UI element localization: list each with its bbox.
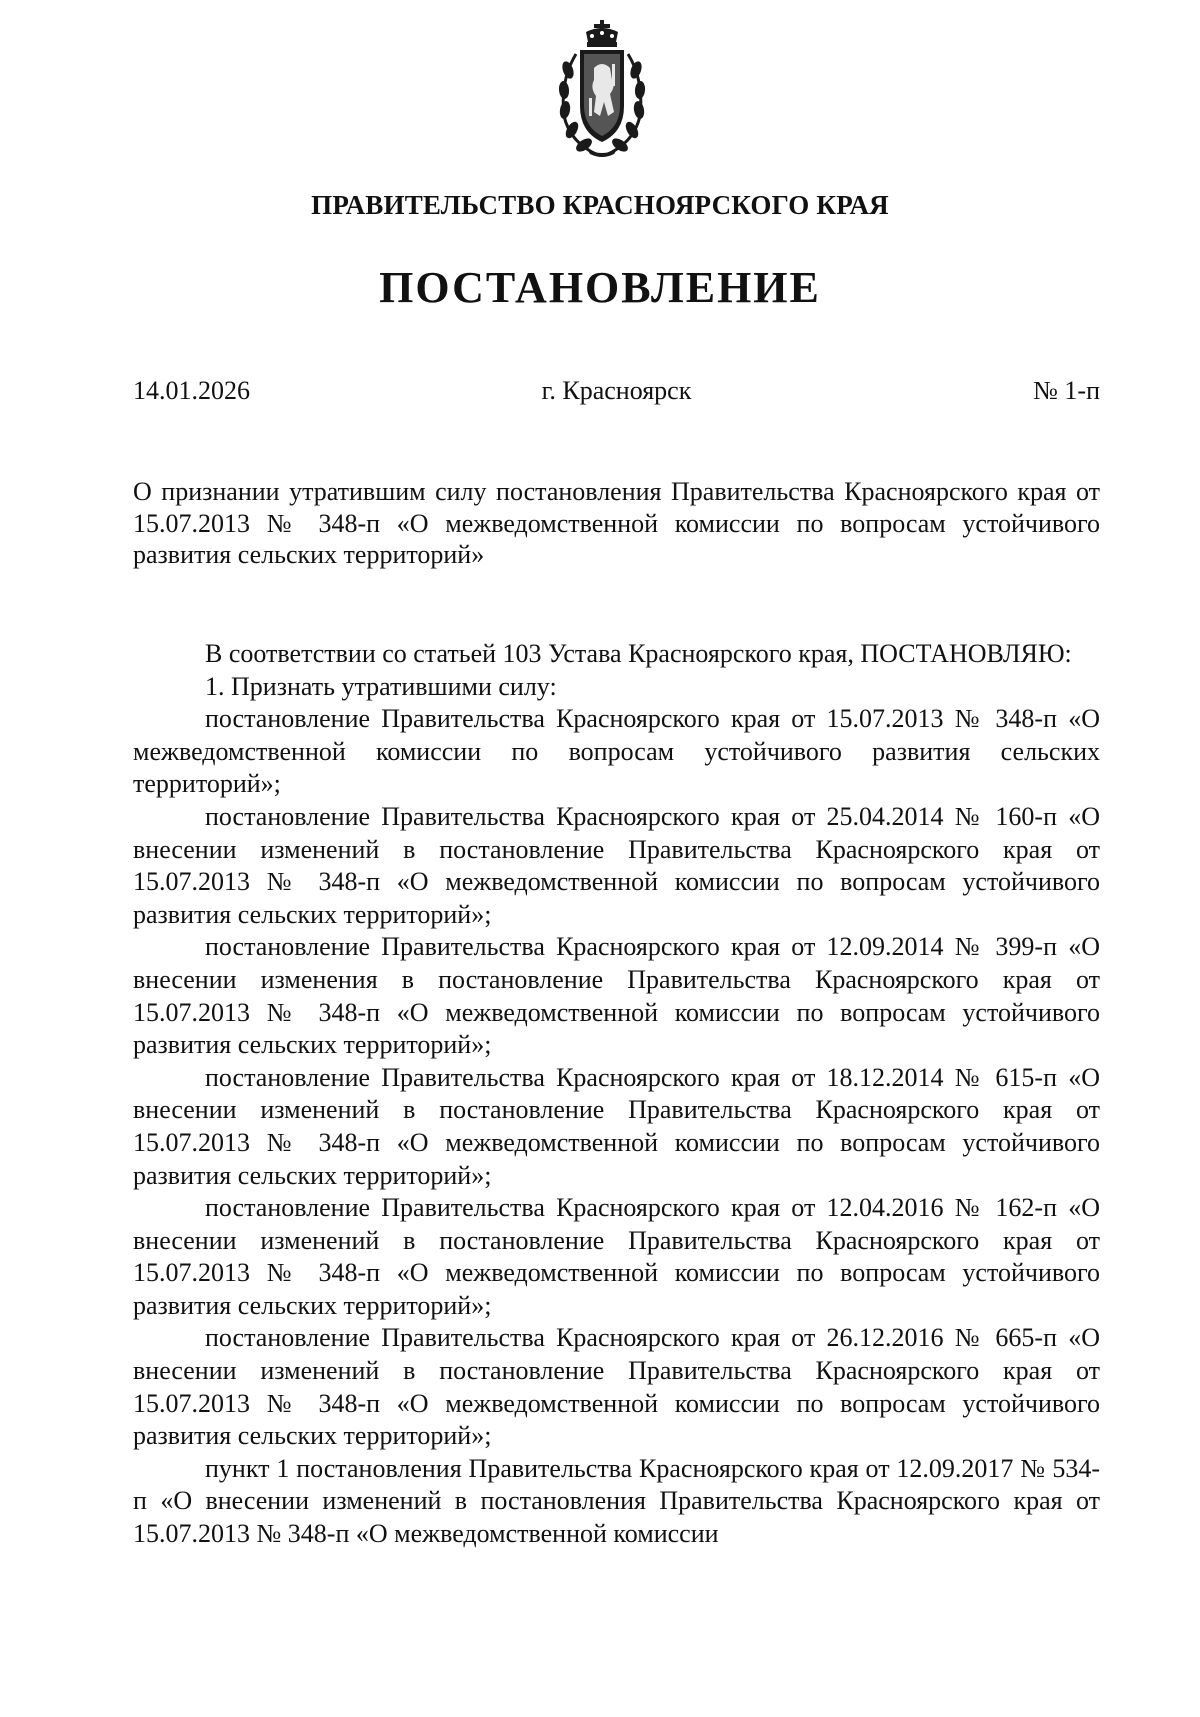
document-number: № 1-п — [1033, 376, 1100, 405]
coat-of-arms-icon — [556, 20, 648, 160]
repealed-item: постановление Правительства Красноярского края от 26.12.2016 № 665-п «О внесении изменений в постановление Правительства Красноярского края от 15.07.2013 № 348-п «О межведомственной комиссии по вопросам устойчивого развития сельских территорий»; — [133, 1323, 1100, 1451]
document-place: г. Красноярск — [541, 376, 692, 405]
government-name: ПРАВИТЕЛЬСТВО КРАСНОЯРСКОГО КРАЯ — [311, 190, 889, 220]
document-body — [133, 638, 1100, 1551]
repealed-item: пункт 1 постановления Правительства Красноярского края от 12.09.2017 № 534-п «О внесении изменений в постановления Правительства Красноярского края от 15.07.2013 № 348-п «О межведомственной комиссии — [133, 1453, 1100, 1549]
repealed-item: постановление Правительства Красноярского края от 12.09.2014 № 399-п «О внесении изменения в постановление Правительства Красноярского края от 15.07.2013 № 348-п «О межведомственной комиссии по вопросам устойчивого развития сельских территорий»; — [133, 932, 1100, 1060]
document-meta-row — [133, 376, 1100, 410]
repealed-item: постановление Правительства Красноярского края от 25.04.2014 № 160-п «О внесении изменений в постановление Правительства Красноярского края от 15.07.2013 № 348-п «О межведомственной комиссии по вопросам устойчивого развития сельских территорий»; — [133, 801, 1100, 929]
repealed-item: постановление Правительства Красноярского края от 18.12.2014 № 615-п «О внесении изменений в постановление Правительства Красноярского края от 15.07.2013 № 348-п «О межведомственной комиссии по вопросам устойчивого развития сельских территорий»; — [133, 1062, 1100, 1190]
repealed-item: постановление Правительства Красноярского края от 15.07.2013 № 348-п «О межведомственной комиссии по вопросам устойчивого развития сельских территорий»; — [133, 704, 1100, 799]
document-type-title: ПОСТАНОВЛЕНИЕ — [379, 263, 821, 312]
point-1-paragraph: 1. Признать утратившими силу: — [205, 671, 557, 701]
repealed-item: постановление Правительства Красноярского края от 12.04.2016 № 162-п «О внесении изменений в постановление Правительства Красноярского края от 15.07.2013 № 348-п «О межведомственной комиссии по вопросам устойчивого развития сельских территорий»; — [133, 1193, 1100, 1320]
document-subject: О признании утратившим силу постановления Правительства Красноярского края от 15.07.2013 № 348-п «О межведомственной комиссии по вопросам устойчивого развития сельских территорий» — [133, 477, 1100, 569]
document-date: 14.01.2026 — [133, 376, 250, 405]
preamble-paragraph: В соответствии со статьей 103 Устава Красноярского края, ПОСТАНОВЛЯЮ: — [205, 639, 1072, 668]
